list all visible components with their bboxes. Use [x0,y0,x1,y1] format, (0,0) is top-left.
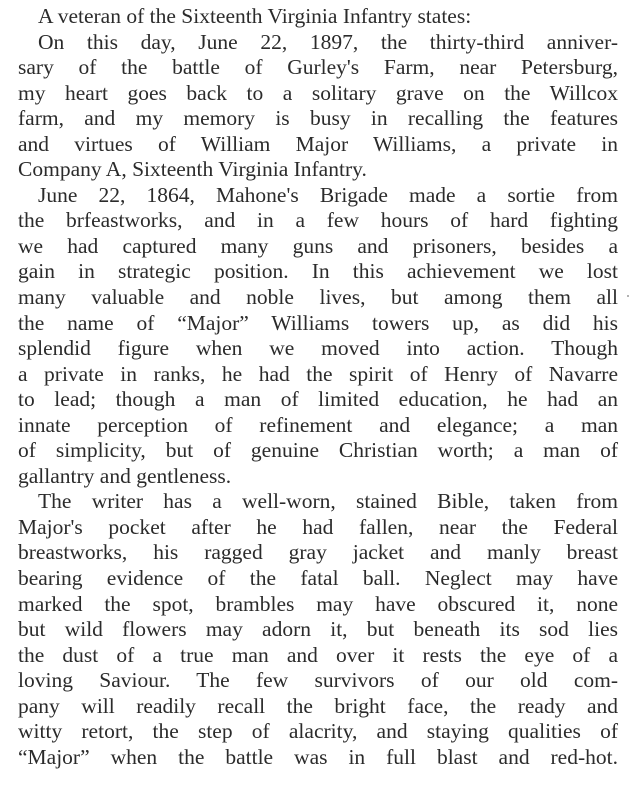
text-line: innate perception of refinement and elegance; a man [18,412,618,437]
intro-line: A veteran of the Sixteenth Virginia Infantry states: [38,4,472,28]
text-line: and virtues of William Major Williams, a private in [18,131,618,156]
text-line: Major's pocket after he had fallen, near the Federal [18,514,618,539]
text-line: “Major” when the battle was in full blast and red-hot. [18,744,618,769]
text-line: gallantry and gentleness. [18,463,232,488]
text-line: my heart goes back to a solitary grave on the Willcox [18,80,618,105]
text-line: bearing evidence of the fatal ball. Neglect may have [18,566,618,591]
body-text [18,4,618,770]
text-line: Company A, Sixteenth Virginia Infantry. [18,157,367,182]
text-line: marked the spot, brambles may have obscured it, none [18,591,618,616]
text-line: loving Saviour. The few survivors of our old com- [18,668,618,693]
text-line: farm, and my memory is busy in recalling the features [18,106,618,131]
text-line: The writer has a well-worn, stained Bible, taken from [38,489,618,514]
margin-speck [627,295,629,297]
text-line: gain in strategic position. In this achievement we lost [18,259,618,284]
text-line: witty retort, the step of alacrity, and staying qualities of [18,719,618,744]
text-line: of simplicity, but of genuine Christian worth; a man of [18,438,618,463]
text-line: June 22, 1864, Mahone's Brigade made a sortie from [38,182,618,207]
text-line: to lead; though a man of limited education, he had an [18,387,618,412]
text-line: pany will readily recall the bright face, the ready and [18,693,618,718]
text-line: breastworks, his ragged gray jacket and manly breast [18,540,618,565]
text-line: the name of “Major” Williams towers up, as did his [18,310,618,335]
text-line: we had captured many guns and prisoners, besides a [18,233,618,258]
text-line: but wild flowers may adorn it, but beneath its sod lies [18,617,618,642]
text-line: splendid figure when we moved into action. Though [18,336,618,361]
text-line: the dust of a true man and over it rests the eye of a [18,642,618,667]
text-line: On this day, June 22, 1897, the thirty-third anniver- [38,29,618,54]
text-line: many valuable and noble lives, but among them all [18,285,618,310]
text-line: sary of the battle of Gurley's Farm, near Petersburg, [18,55,618,80]
text-line: a private in ranks, he had the spirit of Henry of Navarre [18,361,618,386]
text-line: the brfeastworks, and in a few hours of hard fighting [18,208,618,233]
